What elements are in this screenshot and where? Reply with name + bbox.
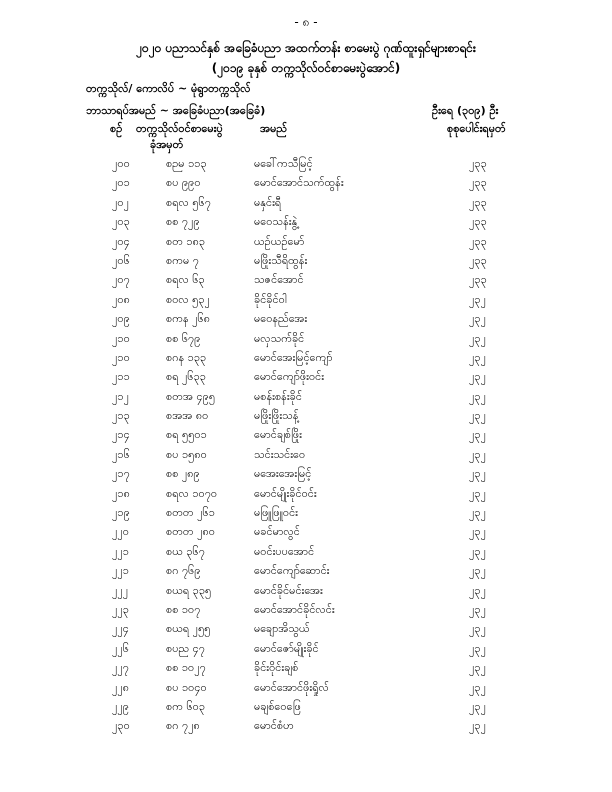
total-score: ၂၃၂ bbox=[469, 312, 486, 326]
column-header-score: စုစုပေါင်းရမှတ် bbox=[447, 122, 506, 135]
total-score: ၂၃၂ bbox=[469, 370, 486, 384]
row-number: ၂၀၉ bbox=[112, 312, 130, 326]
student-name: မောင်အောင်သက်ထွန်း bbox=[254, 176, 344, 190]
student-name: မောင်အောင်ဖိုးရှိုလ် bbox=[254, 680, 329, 694]
registration-number: စတတ ၂၈၀ bbox=[166, 525, 215, 539]
row-number: ၂၂၁ bbox=[112, 544, 129, 558]
registration-number: စစ ၂၈၉ bbox=[166, 467, 200, 481]
row-number: ၂၃၀ bbox=[112, 719, 130, 733]
table-row bbox=[0, 233, 612, 252]
student-name: ခိုင်ခိုင်ဝါ bbox=[254, 292, 287, 306]
registration-number: စစ ၇၂၉ bbox=[166, 215, 200, 229]
row-number: ၂၂၉ bbox=[112, 699, 129, 713]
student-name: မောင်မျိုးခိုင်ဝင်း bbox=[254, 486, 317, 500]
total-score: ၂၃၃ bbox=[469, 253, 487, 267]
table-row bbox=[0, 562, 612, 581]
table-row bbox=[0, 174, 612, 193]
table-row bbox=[0, 446, 612, 465]
column-header-reg-line2: ခုံအမှတ် bbox=[150, 138, 184, 151]
row-number: ၂၂၀ bbox=[112, 525, 129, 539]
page-number: - ၈ - bbox=[294, 15, 318, 29]
registration-number: စပည ၄၇ bbox=[166, 641, 205, 655]
registration-number: စကန ၂၆၈ bbox=[166, 312, 211, 326]
count-line: ဦးရေ (၃၀၉) ဦး bbox=[432, 104, 499, 117]
row-number: ၂၁၇ bbox=[112, 467, 130, 481]
student-name: မချစ်ဝေဖြေ bbox=[254, 699, 301, 713]
registration-number: စကမ ၇ bbox=[166, 253, 199, 267]
student-name: မလှသက်ခိုင် bbox=[254, 331, 305, 345]
total-score: ၂၃၂ bbox=[469, 719, 486, 733]
table-row bbox=[0, 291, 612, 310]
total-score: ၂၃၂ bbox=[469, 525, 486, 539]
student-name: မဖြိုးသီရိထွန်း bbox=[254, 253, 308, 267]
student-name: မစန်းစန်းခိုင် bbox=[254, 389, 302, 403]
row-number: ၂၂၆ bbox=[112, 641, 129, 655]
row-number: ၂၂၁ bbox=[112, 564, 129, 578]
total-score: ၂၃၂ bbox=[469, 602, 486, 616]
student-name: မဖြိုးဖြိုးသန့် bbox=[254, 409, 299, 423]
table-row bbox=[0, 485, 612, 504]
student-name: မောင်အောင်ခိုင်လင်း bbox=[254, 602, 335, 616]
table-row bbox=[0, 543, 612, 562]
total-score: ၂၃၂ bbox=[469, 409, 486, 423]
student-name: မောင်ဇော်မျိုးခိုင် bbox=[254, 641, 319, 655]
student-name: မနှင်းရီ bbox=[254, 195, 282, 209]
table-row bbox=[0, 194, 612, 213]
table-row bbox=[0, 388, 612, 407]
total-score: ၂၃၂ bbox=[469, 544, 486, 558]
table-row bbox=[0, 330, 612, 349]
row-number: ၂၂၃ bbox=[112, 602, 129, 616]
registration-number: စတ ၁၈၃ bbox=[166, 234, 206, 248]
student-name: မအေးအေးမြင့် bbox=[254, 467, 312, 481]
row-number: ၂၀၈ bbox=[112, 292, 130, 306]
table-row bbox=[0, 659, 612, 678]
student-name: သဇင်အောင် bbox=[254, 273, 304, 287]
student-name: သင်းသင်းဝေ bbox=[254, 447, 306, 461]
table-row bbox=[0, 504, 612, 523]
registration-number: စပ ၁၀၄၀ bbox=[166, 680, 207, 694]
registration-number: စပ ၉၉၀ bbox=[166, 176, 201, 190]
total-score: ၂၃၂ bbox=[469, 486, 486, 500]
registration-number: စဝလ ၅၃၂ bbox=[166, 292, 210, 306]
table-row bbox=[0, 465, 612, 484]
total-score: ၂၃၂ bbox=[469, 428, 486, 442]
row-number: ၂၁၄ bbox=[112, 428, 130, 442]
registration-number: စပ ၁၅၈၀ bbox=[166, 447, 207, 461]
total-score: ၂၃၃ bbox=[469, 215, 487, 229]
table-row bbox=[0, 368, 612, 387]
row-number: ၂၁၆ bbox=[112, 447, 130, 461]
total-score: ၂၃၂ bbox=[469, 389, 486, 403]
table-row bbox=[0, 155, 612, 174]
table-row bbox=[0, 601, 612, 620]
student-name: မခင်မာလွင် bbox=[254, 525, 300, 539]
university-line: တက္ကသိုလ်/ ကောလိပ် ~ မုံရွာတက္ကသိုလ် bbox=[86, 82, 251, 95]
table-row bbox=[0, 349, 612, 368]
document-title: ၂၀၂၀ ပညာသင်နှစ် အခြေခံပညာ အထက်တန်း စာမေးပွဲ ဂုဏ်ထူးရှင်များစာရင်း bbox=[136, 41, 476, 55]
row-number: ၂၀၁ bbox=[112, 176, 130, 190]
row-number: ၂၂၇ bbox=[112, 661, 129, 675]
registration-number: စစ ၆၇၉ bbox=[166, 331, 201, 345]
row-number: ၂၁၃ bbox=[112, 409, 130, 423]
student-name: မဝေသန်းနွဲ့ bbox=[254, 215, 298, 229]
registration-number: စဂ ၇၆၉ bbox=[166, 564, 201, 578]
table-row bbox=[0, 523, 612, 542]
registration-number: စတတ ၂၆၁ bbox=[166, 506, 215, 520]
table-row bbox=[0, 698, 612, 717]
row-number: ၂၁၈ bbox=[112, 486, 130, 500]
table-row bbox=[0, 426, 612, 445]
total-score: ၂၃၂ bbox=[469, 467, 486, 481]
student-name: မဝေနည်အေး bbox=[254, 312, 308, 326]
table-row bbox=[0, 582, 612, 601]
total-score: ၂၃၂ bbox=[469, 583, 486, 597]
results-table bbox=[0, 155, 612, 737]
student-name: မောင်ကျော်ဖိုးဝင်း bbox=[254, 370, 325, 384]
total-score: ၂၃၂ bbox=[469, 641, 486, 655]
registration-number: စရလ ၁၀၇၀ bbox=[166, 486, 218, 500]
row-number: ၂၀၃ bbox=[112, 215, 130, 229]
table-row bbox=[0, 640, 612, 659]
row-number: ၂၂၄ bbox=[112, 622, 129, 636]
total-score: ၂၃၂ bbox=[469, 292, 486, 306]
registration-number: စစ ၁၀၇ bbox=[166, 602, 201, 616]
total-score: ၂၃၂ bbox=[469, 661, 486, 675]
total-score: ၂၃၃ bbox=[469, 157, 487, 170]
table-row bbox=[0, 271, 612, 290]
registration-number: စစ ၁၀၂၇ bbox=[166, 661, 206, 675]
total-score: ၂၃၂ bbox=[469, 622, 486, 636]
row-number: ၂၁၉ bbox=[112, 506, 130, 520]
total-score: ၂၃၃ bbox=[469, 195, 487, 209]
student-name: ယဉ်ယဉ်မော် bbox=[254, 234, 305, 248]
table-row bbox=[0, 213, 612, 232]
student-name: မောင်ချစ်ဖြိုး bbox=[254, 428, 302, 442]
row-number: ၂၀၇ bbox=[112, 273, 130, 287]
total-score: ၂၃၃ bbox=[469, 234, 487, 248]
document-subtitle: (၂၀၁၉ ခုနှစ် တက္ကသိုလ်ဝင်စာမေးပွဲအောင်) bbox=[211, 61, 401, 75]
registration-number: စရ ၅၅၀၁ bbox=[166, 428, 207, 442]
total-score: ၂၃၂ bbox=[469, 564, 486, 578]
registration-number: စအအ ၈၀ bbox=[166, 409, 209, 423]
registration-number: စဉမ ၁၁၃ bbox=[166, 157, 207, 170]
row-number: ၂၂၈ bbox=[112, 680, 130, 694]
row-number: ၂၀၄ bbox=[112, 234, 130, 248]
row-number: ၂၀၆ bbox=[112, 253, 130, 267]
student-name: မဖြူဖြူဝင်း bbox=[254, 506, 298, 520]
student-name: မခေါ်ကသီမြင့် bbox=[254, 157, 313, 170]
row-number: ၂၁၀ bbox=[112, 350, 130, 364]
student-name: မချောအိသွယ် bbox=[254, 622, 310, 636]
column-header-reg: တက္ကသိုလ်ဝင်စာမေးပွဲ bbox=[136, 122, 223, 135]
student-name: မောင်အေးမြင့်ကျော် bbox=[254, 350, 333, 364]
total-score: ၂၃၂ bbox=[469, 331, 486, 345]
registration-number: စယရ ၂၅၅ bbox=[166, 622, 211, 636]
student-name: မဝင်းပပအောင် bbox=[254, 544, 315, 558]
total-score: ၂၃၂ bbox=[469, 506, 486, 520]
registration-number: စဂန ၁၃၃ bbox=[166, 350, 207, 364]
row-number: ၂၀၀ bbox=[112, 157, 130, 170]
student-name: မောင်စံဟ bbox=[254, 719, 294, 733]
total-score: ၂၃၂ bbox=[469, 447, 486, 461]
total-score: ၂၃၃ bbox=[469, 176, 487, 190]
registration-number: စရလ ၆၃ bbox=[166, 273, 205, 287]
column-header-name: အမည် bbox=[260, 122, 288, 135]
registration-number: စက ၆၀၃ bbox=[166, 699, 206, 713]
table-row bbox=[0, 620, 612, 639]
total-score: ၂၃၂ bbox=[469, 350, 486, 364]
registration-number: စယရ ၃၃၅ bbox=[166, 583, 212, 597]
subject-line: ဘာသာရပ်အမည် ~ အခြေခံပညာ(အခြေခံ) bbox=[86, 104, 266, 117]
registration-number: စရ ၂၆၃၃ bbox=[166, 370, 206, 384]
total-score: ၂၃၃ bbox=[469, 273, 487, 287]
row-number: ၂၂၂ bbox=[112, 583, 129, 597]
student-name: မောင်ကျော်ဆောင်း bbox=[254, 564, 330, 578]
total-score: ၂၃၂ bbox=[469, 680, 486, 694]
table-row bbox=[0, 407, 612, 426]
registration-number: စရလ ၅၆၇ bbox=[166, 195, 211, 209]
student-name: မောင်ခိုင်မင်းအေး bbox=[254, 583, 323, 597]
registration-number: စတအ ၄၉၅ bbox=[166, 389, 216, 403]
table-row bbox=[0, 310, 612, 329]
table-row bbox=[0, 717, 612, 736]
table-row bbox=[0, 679, 612, 698]
registration-number: စယ ၃၆၇ bbox=[166, 544, 205, 558]
row-number: ၂၁၀ bbox=[112, 331, 130, 345]
table-row bbox=[0, 252, 612, 271]
student-name: ခိုင်းဝိုင်းချစ် bbox=[254, 661, 299, 675]
row-number: ၂၀၂ bbox=[112, 195, 129, 209]
column-header-no: စဉ် bbox=[110, 122, 123, 135]
total-score: ၂၃၂ bbox=[469, 699, 486, 713]
row-number: ၂၁၁ bbox=[112, 370, 130, 384]
registration-number: စဂ ၇၂၈ bbox=[166, 719, 200, 733]
row-number: ၂၁၂ bbox=[112, 389, 129, 403]
